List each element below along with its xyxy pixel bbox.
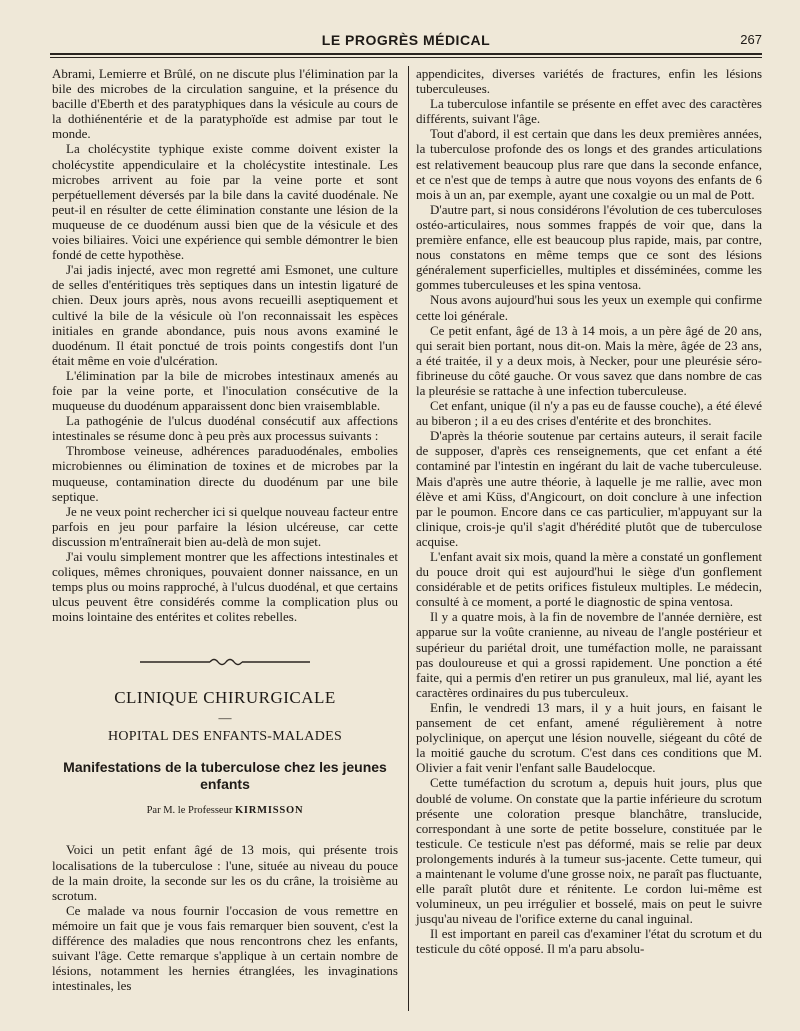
page-header [50,32,762,52]
paragraph: Tout d'abord, il est certain que dans les deux premières années, la tuberculose profonde des os longs et des grandes articulations est relativement beaucoup plus rare que dans la seconde enfance, et ce n'est que de temps à autre que nous voyons des enfants de 6 mois à un an, par exemple, ayant une coxalgie ou un mal de Pott. [416,126,762,202]
paragraph: L'enfant avait six mois, quand la mère a constaté un gonflement du pouce droit qui est aujourd'hui le siège d'un gonflement considérable et de petits orifices fistuleux multiples. Le médecin, consulté à ce moment, a porté le diagnostic de spina ventosa. [416,549,762,610]
paragraph: Il est important en pareil cas d'examiner l'état du scrotum et du testicule du côté opposé. Il m'a paru absolu- [416,926,762,957]
header-rule-thin [50,57,762,58]
header-rule [50,53,762,55]
byline [52,805,398,816]
paragraph: Voici un petit enfant âgé de 13 mois, qui présente trois localisations de la tuberculose : l'une, située au niveau du pouce de la main droite, la seconde sur les os du crâne, la troisième au scrotum. [52,842,398,903]
section-ornament [52,656,398,668]
section-title: CLINIQUE CHIRURGICALE [114,688,336,708]
paragraph: Nous avons aujourd'hui sous les yeux un exemple qui confirme cette loi générale. [416,292,762,323]
paragraph: Ce malade va nous fournir l'occasion de vous remettre en mémoire un fait que je vous fais remarquer bien souvent, c'est la différence des maladies que nous rencontrons chez les enfants, suivant l'âge. Cette remarque s'applique à un certain nombre de lésions, notamment les hernies étranglées, les invaginations intestinales, les [52,902,398,994]
paragraph: D'autre part, si nous considérons l'évolution de ces tuberculoses ostéo-articulaires, nous sommes frappés de voir que, dans la première enfance, elle est beaucoup plus rapide, mais, par contre, nous constatons en même temps que ce sont des lésions généralement superficielles, multiples et disséminées, comme les gommes tuberculeuses et les spina ventosa. [416,201,762,293]
paragraph: D'après la théorie soutenue par certains auteurs, il serait facile de supposer, d'après ces renseignements, que cet enfant a été contaminé par l'intestin en ingérant du lait de vache tuberculeuse. Mais d'après une autre théorie, à laquelle je me rallie, avec mon élève et ami Küss, d'Angicourt, on doit conclure à une infection par le poumon. Encore dans ce cas particulier, m'appuyant sur la clinique, crois-je qu'il s'agit d'hérédité plutôt que de tuberculose acquise. [416,428,762,549]
paragraph: Cette tuméfaction du scrotum a, depuis huit jours, plus que doublé de volume. On constate que la partie inférieure du scrotum présente une coloration presque blanchâtre, translucide, correspondant à une sorte de petite bosselure, constituée par le testicule. Ce testicule n'est pas déformé, mais se relie par deux prolongements indurés à la tumeur sus-jacente. Cette tumeur, qui a maintenant le volume d'une grosse noix, ne paraît pas fluctuante, elle paraît plutôt dure et rénitente. Le cordon lui-même est volumineux, un peu irrégulier et bosselé, mais on peut le suivre jusqu'au niveau de l'orifice externe du canal inguinal. [416,775,763,927]
paragraph: Cet enfant, unique (il n'y a pas eu de fausse couche), a été élevé au biberon ; il a eu des crises d'entérite et des bronchites. [416,398,762,429]
paragraph: Je ne veux point rechercher ici si quelque nouveau facteur entre parfois en jeu pour parfaire la lésion ulcéreuse, car cette discussion m'entraînerait bien au-delà de mon sujet. [52,503,398,549]
paragraph: La cholécystite typhique existe comme doivent exister la cholécystite appendiculaire et la cholécystite intestinale. Les microbes arrivent au foie par la veine porte et sont perpétuellement déversés par la bile dans la cavité duodénale. Ne peut-il en résulter de cette élimination constante une lésion de la muqueuse de ce duodénum aussi bien que de la vésicule et des voies biliaires. Voici une expérience qui semble démontrer le bien fondé de cette hypothèse. [52,141,398,263]
paragraph: appendicites, diverses variétés de fractures, enfin les lésions tuberculeuses. [416,66,762,97]
page-number: 267 [740,32,762,47]
paragraph: Thrombose veineuse, adhérences paraduodénales, embolies microbiennes ou élimination de toxines et de microbes par la muqueuse, contamination directe du duodénum par une bile septique. [52,443,398,504]
paragraph: J'ai voulu simplement montrer que les affections intestinales et coliques, mêmes chroniques, pouvaient donner naissance, en un temps plus ou moins rapproché, à l'ulcus duodénal, et que certains ulcus peuvent être considérés comme la complication plus ou moins lointaine des entérites et colites rebelles. [52,549,398,625]
article-title: Manifestations de la tuberculose chez les jeunes enfants [63,759,387,793]
journal-title: LE PROGRÈS MÉDICAL [321,32,491,48]
paragraph: Il y a quatre mois, à la fin de novembre de l'année dernière, est apparue sur la voûte cranienne, au niveau de l'angle postérieur et supérieur du pariétal droit, une tuméfaction molle, ne paraissant pas douloureuse et qui a grossi rapidement. Une ponction a été faite, qui a permis d'en retirer un pus granuleux, mal lié, ayant les caractères ordinaires du pus tuberculeux. [416,609,762,700]
byline-prefix: Par M. le Professeur [146,805,233,817]
column-divider [408,66,409,1011]
paragraph: Abrami, Lemierre et Brûlé, on ne discute plus l'élimination par la bile des microbes de la circulation sanguine, et la présence du bacille d'Eberth et des paratyphiques dans la vésicule au cours de la dothiénentérie et de la paratyphoïde est admise par tout le monde. [52,66,398,142]
left-column [52,66,398,993]
paragraph: J'ai jadis injecté, avec mon regretté ami Esmonet, une culture de selles d'entéritiques très septiques dans un intestin ligaturé de chien. Deux jours après, nous avons recueilli aseptiquement et cultivé la bile de la vésicule où l'on reconnaissait les espèces initiales en grande abondance, puis nous avons examiné le duodénum. Il était ponctué de trois points congestifs dont l'un était même en voie d'ulcération. [52,262,398,368]
byline-author: KIRMISSON [234,805,304,817]
paragraph: Enfin, le vendredi 13 mars, il y a huit jours, en faisant le pansement de cet enfant, amené régulièrement à notre polyclinique, on aperçut une lésion nouvelle, siégeant du côté de la moitié gauche du scrotum. C'est dans ces conditions que M. Olivier a fait venir l'enfant salle Baudelocque. [416,699,762,776]
title-dash: — [218,710,232,726]
right-column [416,66,762,957]
paragraph: La pathogénie de l'ulcus duodénal consécutif aux affections intestinales se résume donc à peu près aux processus suivants : [52,413,398,444]
paragraph: La tuberculose infantile se présente en effet avec des caractères différents, suivant l'âge. [416,96,762,127]
article-body-start [52,842,398,993]
paragraph: L'élimination par la bile de microbes intestinaux amenés au foie par la veine porte, et l'inoculation consécutive de la muqueuse du duodénum apparaissent donc bien vraisemblable. [52,367,398,414]
left-article-continuation [52,66,398,624]
hospital-name: HOPITAL DES ENFANTS-MALADES [107,729,343,745]
paragraph: Ce petit enfant, âgé de 13 à 14 mois, a un père âgé de 20 ans, qui serait bien portant, nous dit-on. Mais la mère, âgée de 23 ans, a été traitée, il y a deux mois, à Necker, pour une pleurésie séro-fibrineuse du côté gauche. Or vous savez que dans nombre de cas la pleurésie se rattache à une infection tuberculeuse. [416,322,762,398]
